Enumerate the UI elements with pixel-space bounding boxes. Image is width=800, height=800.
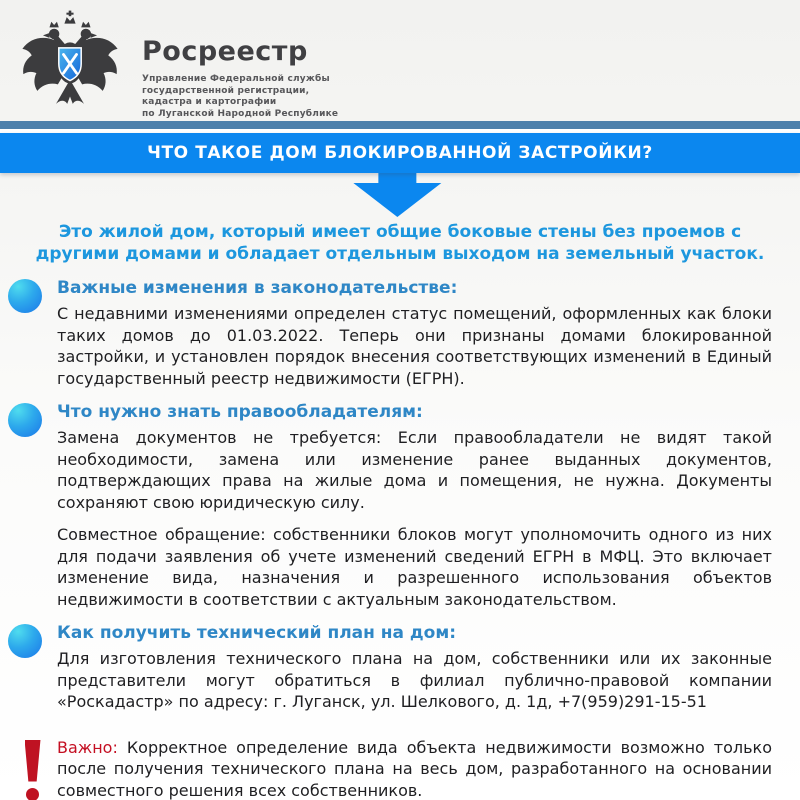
content — [0, 278, 800, 713]
gradient-dot-icon — [8, 403, 42, 437]
gradient-dot-icon — [8, 624, 42, 658]
down-arrow-icon — [353, 172, 441, 218]
exclamation-dot — [26, 788, 39, 800]
department-line-2: государственной регистрации, — [142, 85, 310, 96]
warning-note — [0, 737, 800, 800]
warning-paragraph — [57, 737, 772, 800]
section-heading: Как получить технический план на дом: — [57, 623, 457, 643]
exclamation-bar — [25, 740, 41, 782]
gradient-dot-icon — [8, 279, 42, 313]
warning-label: Важно: — [57, 737, 118, 757]
title-banner — [0, 133, 800, 173]
section-paragraph: Для изготовления технического плана на дом, собственники или их законные представители могут обратиться в филиал публично-правовой компании «Роскадастр» по адресу: г. Луганск, ул. Шелкового, д. 1д, +7(959)291-15-51 — [57, 649, 772, 711]
double-headed-eagle-icon — [14, 5, 126, 117]
brand-block — [142, 36, 338, 120]
section-paragraph: Замена документов не требуется: Если правообладатели не видят такой необходимости, замена или изменение ранее выданных документов, подтверждающих права на жилые дома и помещения, не нужна. Документы сохраняют свою юридическую силу. — [57, 428, 772, 512]
section-heading: Что нужно знать правообладателям: — [57, 402, 423, 422]
section-heading: Важные изменения в законодательстве: — [57, 278, 458, 298]
department-line-1: Управление Федеральной службы — [142, 74, 330, 84]
warning-text: Корректное определение вида объекта недвижимости возможно только после получения технического плана на весь дом, разработанного на основании совместного решения всех собственников. — [57, 737, 773, 800]
section-technical-plan — [8, 623, 772, 713]
department-line-4: по Луганской Народной Республике — [142, 108, 339, 119]
section-paragraph: С недавними изменениями определен статус помещений, оформленных как блоки таких домов до 01.03.2022. Теперь они признаны домами блокированной застройки, и установлен порядок внесения соответствующих изменений в Единый государственный реестр недвижимости (ЕГРН). — [57, 304, 772, 388]
department-subtitle — [142, 74, 338, 120]
brand-title: Росреестр — [142, 36, 308, 67]
section-legislation-changes — [8, 278, 772, 389]
arrow-row — [0, 173, 800, 219]
exclamation-icon — [8, 737, 57, 800]
page-title: ЧТО ТАКОЕ ДОМ БЛОКИРОВАННОЙ ЗАСТРОЙКИ? — [147, 143, 653, 163]
department-line-3: кадастра и картографии — [142, 97, 277, 107]
rosreestr-logo — [14, 5, 126, 117]
intro-text: Это жилой дом, который имеет общие боковые стены без проемов с другими домами и обладает отдельным выходом на земельный участок. — [35, 222, 765, 264]
header — [0, 0, 800, 121]
section-rights-holders — [8, 402, 772, 610]
accent-strip — [0, 121, 800, 129]
section-paragraph: Совместное обращение: собственники блоков могут уполномочить одного из них для подачи заявления об учете изменений сведений ЕГРН в МФЦ. Это включает изменение вида, назначения и разрешенного использования объектов недвижимости в соответствии с актуальным законодательством. — [57, 525, 772, 609]
